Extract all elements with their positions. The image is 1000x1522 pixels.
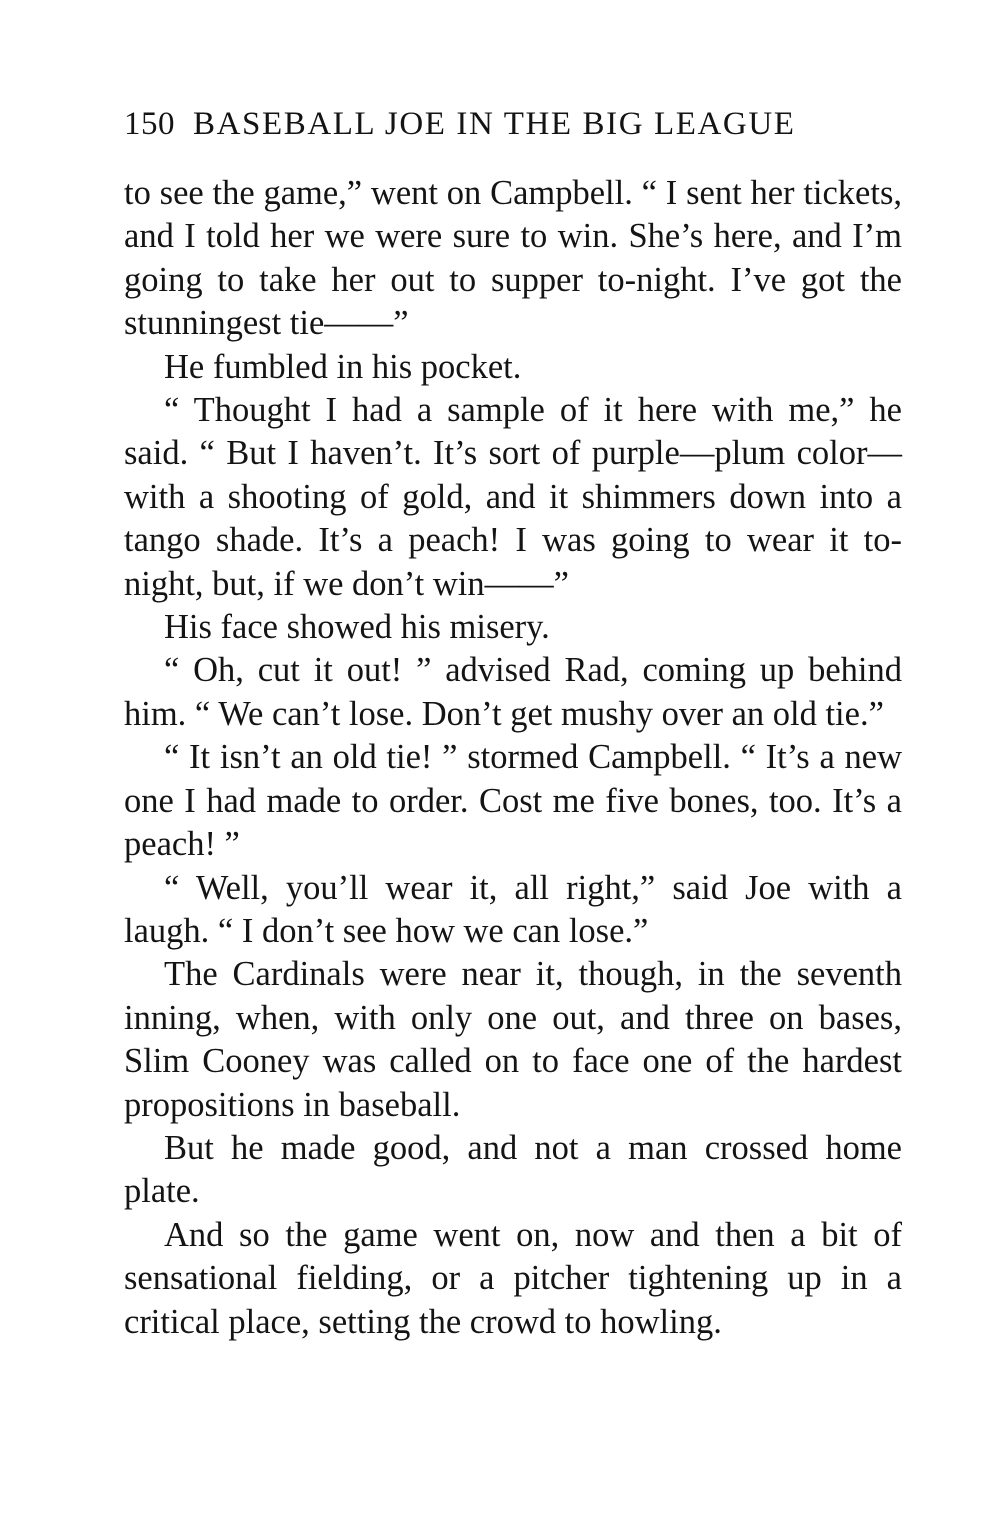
paragraph: He fumbled in his pocket. bbox=[164, 347, 522, 386]
running-head bbox=[124, 104, 902, 144]
paragraph: “ Thought I had a sample of it here with me,” he said. “ But I haven’t. It’s sort of purple—plum color—with a shooting of gold, and it shimmers down into a tango shade. It’s a peach! I was going to wear it to-night, but, if we don’t win——” bbox=[124, 391, 902, 603]
paragraph: But he made good, and not a man crossed home plate. bbox=[124, 1128, 902, 1211]
paragraph: His face showed his misery. bbox=[164, 608, 550, 647]
paragraph: The Cardinals were near it, though, in the seventh inning, when, with only one out, and three on bases, Slim Cooney was called on to face one of the hardest propositions in baseball. bbox=[124, 955, 902, 1124]
page-number: 150 bbox=[124, 106, 175, 142]
book-title: BASEBALL JOE IN THE BIG LEAGUE bbox=[193, 106, 796, 142]
book-page bbox=[124, 104, 902, 1344]
paragraph: And so the game went on, now and then a bit of sensational fielding, or a pitcher tightening up in a critical place, setting the crowd to howling. bbox=[124, 1215, 902, 1341]
paragraph: “ Oh, cut it out! ” advised Rad, coming up behind him. “ We can’t lose. Don’t get mushy over an old tie.” bbox=[124, 651, 902, 733]
paragraph-continuation: to see the game,” went on Campbell. “ I sent her tickets, and I told her we were sure to win. She’s here, and I’m going to take her out to supper to-night. I’ve got the stunningest tie——” bbox=[124, 174, 902, 343]
body-text bbox=[124, 172, 902, 1344]
paragraph: “ Well, you’ll wear it, all right,” said Joe with a laugh. “ I don’t see how we can lose.” bbox=[124, 868, 902, 950]
paragraph: “ It isn’t an old tie! ” stormed Campbell. “ It’s a new one I had made to order. Cost me five bones, too. It’s a peach! ” bbox=[124, 738, 902, 864]
